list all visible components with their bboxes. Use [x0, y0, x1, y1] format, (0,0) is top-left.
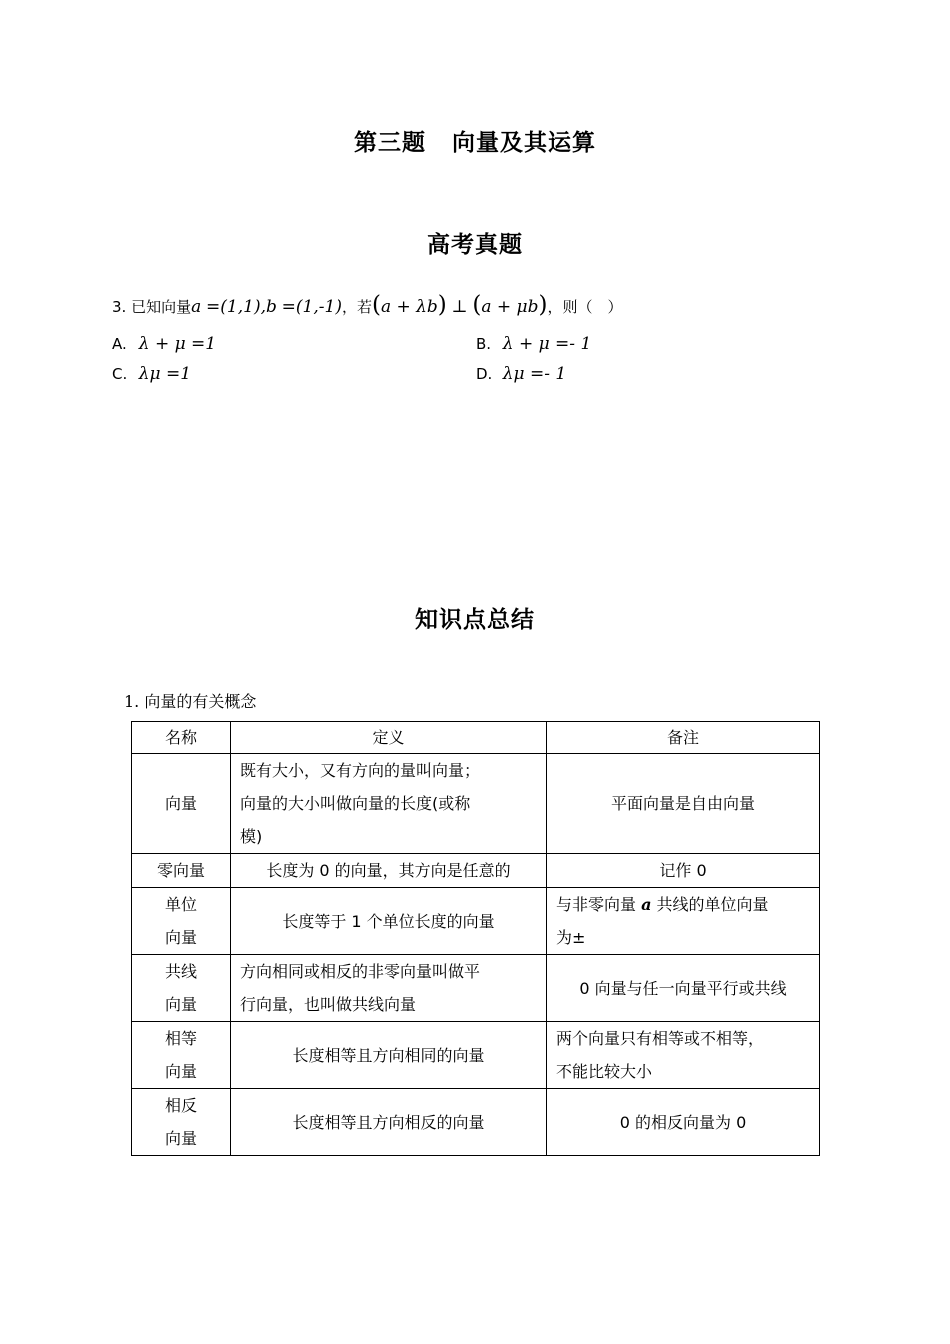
cell-note	[547, 955, 820, 1022]
cell-line: 单位	[164, 895, 197, 914]
option-b[interactable]	[476, 334, 591, 354]
cell-definition	[231, 854, 547, 888]
table-row	[132, 754, 820, 854]
title-sub: 向量及其运算	[452, 130, 596, 156]
cell-text: 向量	[164, 794, 197, 813]
vector-b-value: =(1,‑1)	[281, 297, 342, 317]
condition-right: a + μb	[481, 297, 539, 317]
section-heading-exam: 高考真题	[427, 232, 523, 258]
cell-note	[547, 1022, 820, 1089]
subheading-number: 1.	[124, 692, 140, 711]
column-header: 备注	[547, 722, 820, 754]
option-label: B.	[476, 335, 492, 353]
title-main: 第三题	[354, 130, 426, 156]
cell-text: 长度等于 1 个单位长度的向量	[282, 911, 495, 931]
vector-a-value: =(1,1),	[206, 297, 266, 317]
cell-line: 向量	[164, 995, 197, 1014]
condition-left: a + λb	[380, 297, 438, 317]
cell-line: 向量	[164, 1129, 197, 1148]
cell-text: 长度相等且方向相反的向量	[292, 1112, 485, 1132]
vector-b: b	[265, 297, 277, 317]
question-number: 3.	[112, 298, 127, 316]
cell-definition	[231, 1089, 547, 1156]
table-header-row	[132, 722, 820, 754]
perpendicular-symbol: ⊥	[451, 297, 468, 317]
column-header: 名称	[132, 722, 231, 754]
cell-line	[556, 888, 810, 921]
cell-note	[547, 854, 820, 888]
cell-text: 零向量	[156, 861, 205, 880]
cell-line: 向量	[164, 1062, 197, 1081]
vector-a: a	[191, 297, 202, 317]
cell-name	[132, 854, 231, 888]
cell-text: 平面向量是自由向量	[610, 794, 755, 813]
option-d[interactable]	[476, 364, 566, 384]
cell-name	[132, 1022, 231, 1089]
cell-line: 模)	[240, 827, 263, 846]
cell-text: 0 的相反向量为 0	[619, 1112, 747, 1132]
vector-a-symbol: a	[641, 895, 652, 914]
subheading-text: 向量的有关概念	[144, 692, 257, 711]
question-text: 已知向量	[131, 298, 192, 316]
concepts-table	[131, 721, 820, 1156]
cell-line: 共线	[164, 962, 197, 981]
cell-line: 既有大小，又有方向的量叫向量；	[240, 761, 481, 780]
note-text: 与非零向量	[556, 895, 642, 914]
cell-definition	[231, 888, 547, 955]
cell-text: 记作 0	[659, 861, 707, 880]
cell-line: 方向相同或相反的非零向量叫做平	[240, 962, 481, 981]
cell-line: 行向量，也叫做共线向量	[240, 995, 417, 1014]
cell-name	[132, 955, 231, 1022]
option-label: C.	[112, 365, 128, 383]
question-stem: 3. 已知向量a =(1,1),b =(1,‑1)，若(a + λb) ⊥ (a + μb)，则（ ）	[112, 292, 623, 318]
option-expression: λ + μ =1	[138, 334, 217, 354]
cell-definition	[231, 955, 547, 1022]
cell-text: 长度为 0 的向量，其方向是任意的	[266, 861, 511, 880]
option-expression: λμ =‑ 1	[502, 364, 567, 384]
option-a[interactable]	[112, 334, 216, 354]
table-row	[132, 955, 820, 1022]
cell-line: 相反	[164, 1096, 197, 1115]
table-row	[132, 854, 820, 888]
cell-line: 为±	[556, 928, 586, 947]
cell-line: 向量的大小叫做向量的长度(或称	[240, 794, 471, 813]
option-label: D.	[476, 365, 493, 383]
cell-line: 相等	[164, 1029, 197, 1048]
cell-definition	[231, 1022, 547, 1089]
cell-note	[547, 888, 820, 955]
cell-text: 长度相等且方向相同的向量	[292, 1045, 485, 1065]
cell-line: 不能比较大小	[556, 1062, 653, 1081]
section-heading-summary: 知识点总结	[415, 607, 535, 633]
cell-note	[547, 754, 820, 854]
table-row	[132, 1022, 820, 1089]
table-row	[132, 888, 820, 955]
document-title	[0, 124, 950, 157]
column-header: 定义	[231, 722, 547, 754]
note-text: 共线的单位向量	[651, 895, 769, 914]
option-label: A.	[112, 335, 127, 353]
cell-note	[547, 1089, 820, 1156]
cell-line: 向量	[164, 928, 197, 947]
cell-line: 两个向量只有相等或不相等，	[556, 1029, 765, 1048]
option-expression: λ + μ =‑ 1	[502, 334, 592, 354]
option-expression: λμ =1	[138, 364, 192, 384]
cell-definition	[231, 754, 547, 854]
question-if: ，若	[341, 298, 372, 316]
cell-name	[132, 754, 231, 854]
summary-subheading	[124, 689, 256, 712]
cell-text: 0 向量与任一向量平行或共线	[579, 978, 787, 998]
table-row	[132, 1089, 820, 1156]
question-then: ，则（ ）	[547, 298, 623, 316]
cell-name	[132, 1089, 231, 1156]
cell-name	[132, 888, 231, 955]
option-c[interactable]	[112, 364, 191, 384]
